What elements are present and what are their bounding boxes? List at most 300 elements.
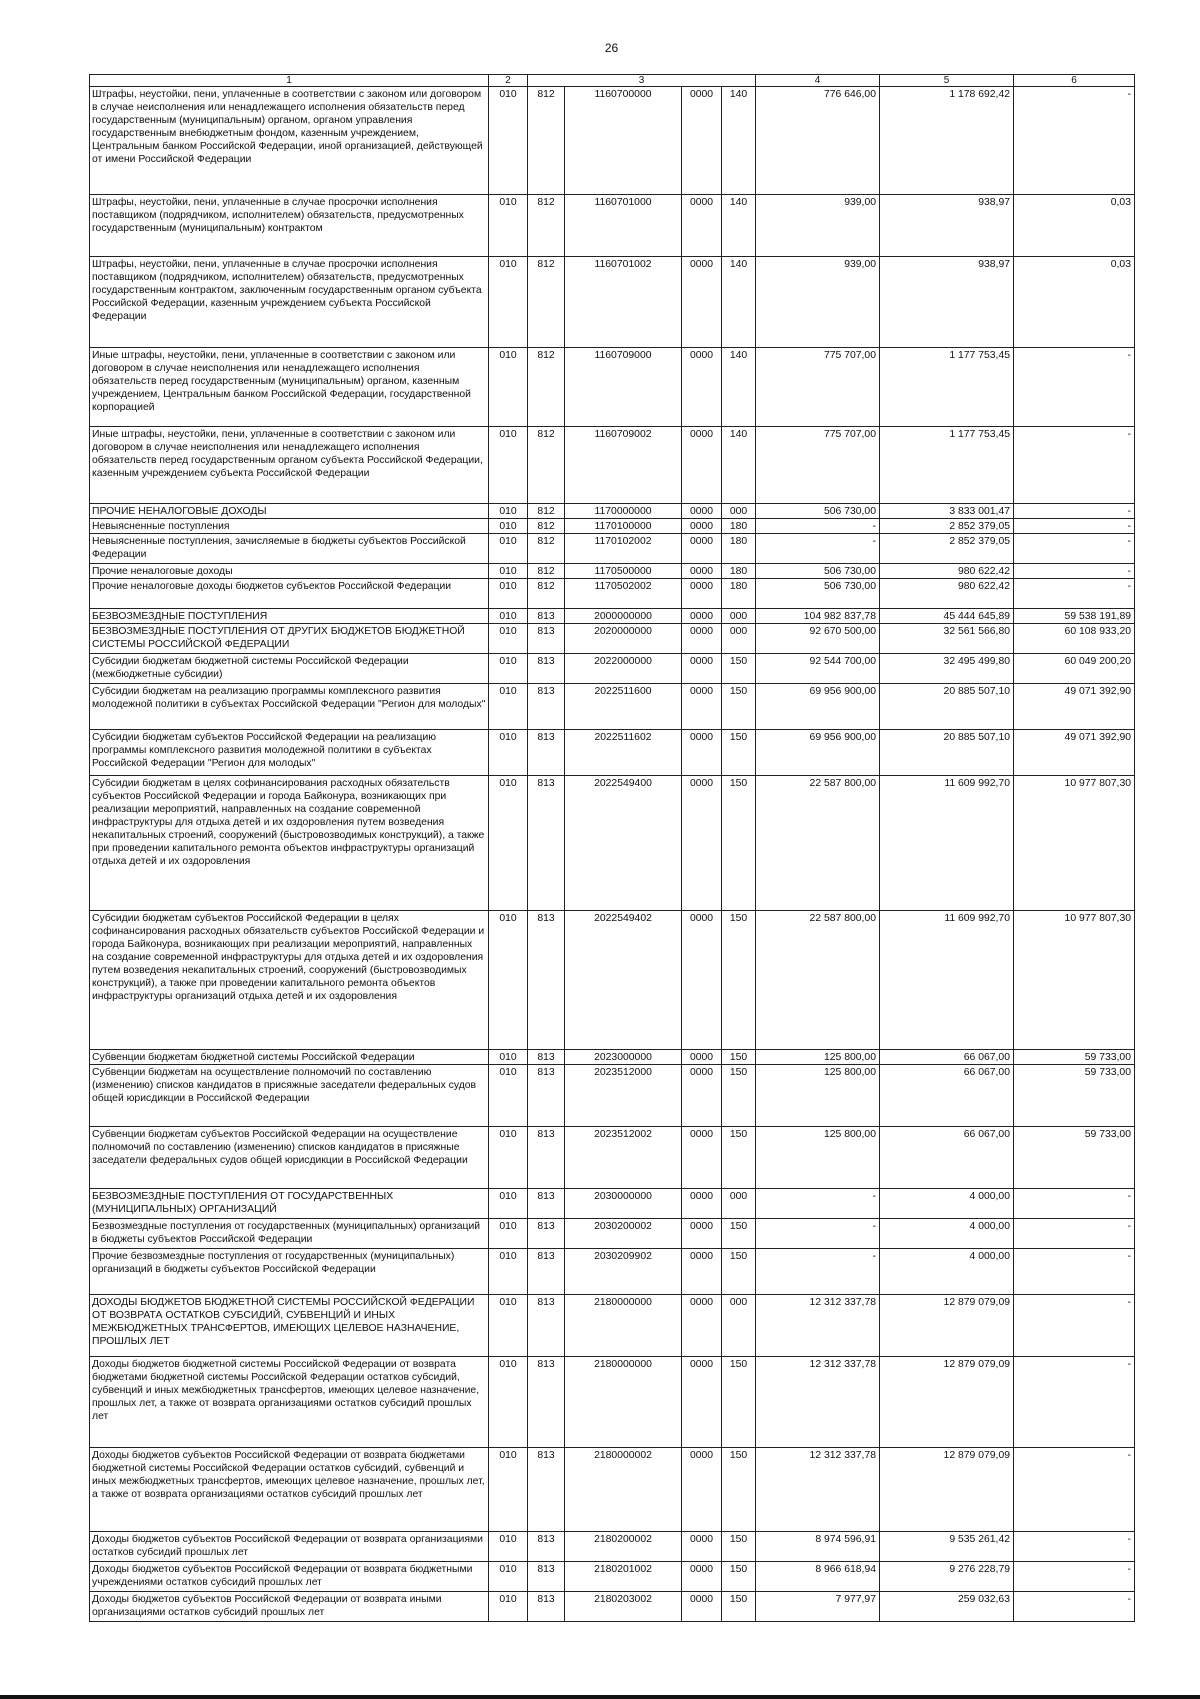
table-row [90,1592,1135,1622]
row-executed-cell: 11 609 992,70 [880,911,1014,1050]
row-program-code-cell: 0000 [682,195,722,257]
row-name-cell: Иные штрафы, неустойки, пени, уплаченные в соответствии с законом или договором в случае неисполнения или ненадлежащего исполнения обязательств перед государственным органом субъекта Российской Федерации, казенным учреждением субъекта Российской Федерации [90,427,489,504]
row-program-code-cell: 0000 [682,776,722,911]
row-admin-code-cell: 812 [528,519,565,534]
row-kosgu-cell: 150 [722,730,756,776]
row-kosgu-cell: 150 [722,1127,756,1189]
row-kosgu-cell: 140 [722,195,756,257]
table-row [90,1127,1135,1189]
row-admin-code-cell: 813 [528,911,565,1050]
row-executed-cell: 32 561 566,80 [880,624,1014,654]
table-row [90,257,1135,348]
row-line-code-cell: 010 [489,534,528,564]
row-plan-cell: 775 707,00 [756,427,880,504]
row-admin-code-cell: 813 [528,1295,565,1357]
row-kosgu-cell: 150 [722,1562,756,1592]
row-admin-code-cell: 812 [528,348,565,427]
row-remainder-cell: - [1014,504,1135,519]
table-row [90,776,1135,911]
row-remainder-cell: 49 071 392,90 [1014,730,1135,776]
row-plan-cell: 12 312 337,78 [756,1357,880,1448]
row-name-cell: Штрафы, неустойки, пени, уплаченные в соответствии с законом или договором в случае неисполнения или ненадлежащего исполнения обязательств перед государственным (муниципальным) органом, органом управления государственным внебюджетным фондом, казенным учреждением, Центральным банком Российской Федерации, иной организацией, действующей от имени Российской Федерации [90,87,489,195]
row-name-cell: Субсидии бюджетам субъектов Российской Федерации в целях софинансирования расходных обязательств субъектов Российской Федерации и города Байконура, возникающих при реализации мероприятий, направленных на создание современной инфраструктуры для отдыха детей и их оздоровления путем возведения некапитальных строений, сооружений (быстровозводимых конструкций), а также при проведении капитального ремонта объектов инфраструктуры организаций отдыха детей и их оздоровления [90,911,489,1050]
row-line-code-cell: 010 [489,564,528,579]
row-admin-code-cell: 813 [528,1189,565,1219]
table-row [90,519,1135,534]
row-plan-cell: 506 730,00 [756,504,880,519]
row-name-cell: Доходы бюджетов субъектов Российской Федерации от возврата бюджетными учреждениями остатков субсидий прошлых лет [90,1562,489,1592]
page-number: 26 [604,41,619,55]
row-kbk-cell: 2023512002 [565,1127,682,1189]
row-executed-cell: 1 177 753,45 [880,348,1014,427]
row-name-cell: Прочие безвозмездные поступления от государственных (муниципальных) организаций в бюджеты субъектов Российской Федерации [90,1249,489,1295]
row-program-code-cell: 0000 [682,519,722,534]
row-executed-cell: 66 067,00 [880,1127,1014,1189]
row-line-code-cell: 010 [489,257,528,348]
row-name-cell: Невыясненные поступления [90,519,489,534]
row-admin-code-cell: 812 [528,427,565,504]
row-kosgu-cell: 000 [722,1295,756,1357]
row-kosgu-cell: 150 [722,1592,756,1622]
table-row [90,579,1135,609]
row-line-code-cell: 010 [489,1532,528,1562]
row-name-cell: Штрафы, неустойки, пени, уплаченные в случае просрочки исполнения поставщиком (подрядчиком, исполнителем) обязательств, предусмотренных государственным контрактом, заключенным государственным органом субъекта Российской Федерации, казенным учреждением субъекта Российской Федерации [90,257,489,348]
row-admin-code-cell: 813 [528,1065,565,1127]
row-name-cell: БЕЗВОЗМЕЗДНЫЕ ПОСТУПЛЕНИЯ ОТ ДРУГИХ БЮДЖЕТОВ БЮДЖЕТНОЙ СИСТЕМЫ РОССИЙСКОЙ ФЕДЕРАЦИИ [90,624,489,654]
row-executed-cell: 9 276 228,79 [880,1562,1014,1592]
row-executed-cell: 4 000,00 [880,1249,1014,1295]
table-row [90,654,1135,684]
page-bottom-border [0,1695,1200,1699]
row-plan-cell: 125 800,00 [756,1065,880,1127]
row-program-code-cell: 0000 [682,427,722,504]
row-kosgu-cell: 000 [722,1189,756,1219]
row-kosgu-cell: 150 [722,1448,756,1532]
row-executed-cell: 66 067,00 [880,1050,1014,1065]
header-row [90,75,1135,87]
row-admin-code-cell: 813 [528,1532,565,1562]
row-line-code-cell: 010 [489,1219,528,1249]
table-row [90,1219,1135,1249]
row-remainder-cell: 10 977 807,30 [1014,776,1135,911]
row-remainder-cell: 59 733,00 [1014,1065,1135,1127]
row-name-cell: Иные штрафы, неустойки, пени, уплаченные в соответствии с законом или договором в случае неисполнения или ненадлежащего исполнения обязательств перед государственным (муниципальным) органом, казенным учреждением, Центральным банком Российской Федерации, государственной корпорацией [90,348,489,427]
table-row [90,609,1135,624]
row-executed-cell: 12 879 079,09 [880,1357,1014,1448]
row-admin-code-cell: 812 [528,504,565,519]
row-kbk-cell: 2023000000 [565,1050,682,1065]
row-executed-cell: 938,97 [880,195,1014,257]
row-kosgu-cell: 000 [722,504,756,519]
row-kbk-cell: 1170500000 [565,564,682,579]
row-executed-cell: 9 535 261,42 [880,1532,1014,1562]
row-name-cell: Субсидии бюджетам бюджетной системы Российской Федерации (межбюджетные субсидии) [90,654,489,684]
budget-table [89,74,1135,1622]
row-name-cell: Субвенции бюджетам бюджетной системы Российской Федерации [90,1050,489,1065]
row-kosgu-cell: 150 [722,1050,756,1065]
row-kosgu-cell: 150 [722,1219,756,1249]
row-kosgu-cell: 000 [722,609,756,624]
row-admin-code-cell: 813 [528,1219,565,1249]
row-kosgu-cell: 150 [722,684,756,730]
header-col-1: 1 [90,75,489,87]
row-kosgu-cell: 150 [722,1065,756,1127]
row-remainder-cell: - [1014,579,1135,609]
row-kbk-cell: 2030000000 [565,1189,682,1219]
table-row [90,1295,1135,1357]
row-executed-cell: 2 852 379,05 [880,519,1014,534]
row-remainder-cell: - [1014,534,1135,564]
row-name-cell: Безвозмездные поступления от государственных (муниципальных) организаций в бюджеты субъектов Российской Федерации [90,1219,489,1249]
row-program-code-cell: 0000 [682,1065,722,1127]
row-admin-code-cell: 813 [528,776,565,911]
row-name-cell: Доходы бюджетов субъектов Российской Федерации от возврата иными организациями остатков субсидий прошлых лет [90,1592,489,1622]
row-kbk-cell: 1160700000 [565,87,682,195]
row-admin-code-cell: 813 [528,609,565,624]
row-kbk-cell: 1160701000 [565,195,682,257]
row-remainder-cell: 59 733,00 [1014,1050,1135,1065]
row-name-cell: Доходы бюджетов бюджетной системы Российской Федерации от возврата бюджетами бюджетной системы Российской Федерации остатков субсидий, субвенций и иных межбюджетных трансфертов, имеющих целевое назначение, прошлых лет, а также от возврата организациями остатков субсидий прошлых лет [90,1357,489,1448]
row-kosgu-cell: 150 [722,1532,756,1562]
row-executed-cell: 20 885 507,10 [880,684,1014,730]
row-admin-code-cell: 813 [528,1448,565,1532]
row-program-code-cell: 0000 [682,534,722,564]
row-plan-cell: 939,00 [756,257,880,348]
row-executed-cell: 1 177 753,45 [880,427,1014,504]
row-kosgu-cell: 140 [722,427,756,504]
row-plan-cell: 775 707,00 [756,348,880,427]
table-row [90,1050,1135,1065]
row-line-code-cell: 010 [489,1249,528,1295]
row-name-cell: ДОХОДЫ БЮДЖЕТОВ БЮДЖЕТНОЙ СИСТЕМЫ РОССИЙСКОЙ ФЕДЕРАЦИИ ОТ ВОЗВРАТА ОСТАТКОВ СУБСИДИЙ, СУБВЕНЦИЙ И ИНЫХ МЕЖБЮДЖЕТНЫХ ТРАНСФЕРТОВ, ИМЕЮЩИХ ЦЕЛЕВОЕ НАЗНАЧЕНИЕ, ПРОШЛЫХ ЛЕТ [90,1295,489,1357]
row-line-code-cell: 010 [489,427,528,504]
row-plan-cell: - [756,534,880,564]
row-name-cell: Субсидии бюджетам в целях софинансирования расходных обязательств субъектов Российской Федерации и города Байконура, возникающих при реализации мероприятий, направленных на создание современной инфраструктуры для отдыха детей и их оздоровления путем возведения некапитальных строений, сооружений (быстровозводимых конструкций), а также при проведении капитального ремонта объектов инфраструктуры организаций отдыха детей и их оздоровления [90,776,489,911]
row-program-code-cell: 0000 [682,87,722,195]
row-line-code-cell: 010 [489,1357,528,1448]
table-row [90,1357,1135,1448]
row-remainder-cell: 59 733,00 [1014,1127,1135,1189]
table-row [90,1065,1135,1127]
row-kosgu-cell: 180 [722,534,756,564]
row-name-cell: БЕЗВОЗМЕЗДНЫЕ ПОСТУПЛЕНИЯ ОТ ГОСУДАРСТВЕННЫХ (МУНИЦИПАЛЬНЫХ) ОРГАНИЗАЦИЙ [90,1189,489,1219]
row-kbk-cell: 2022549400 [565,776,682,911]
row-line-code-cell: 010 [489,504,528,519]
row-executed-cell: 980 622,42 [880,579,1014,609]
row-remainder-cell: 10 977 807,30 [1014,911,1135,1050]
row-line-code-cell: 010 [489,1050,528,1065]
row-executed-cell: 938,97 [880,257,1014,348]
row-line-code-cell: 010 [489,624,528,654]
row-program-code-cell: 0000 [682,348,722,427]
row-name-cell: ПРОЧИЕ НЕНАЛОГОВЫЕ ДОХОДЫ [90,504,489,519]
row-executed-cell: 1 178 692,42 [880,87,1014,195]
row-kbk-cell: 2180203002 [565,1592,682,1622]
row-admin-code-cell: 812 [528,195,565,257]
row-line-code-cell: 010 [489,1592,528,1622]
row-kbk-cell: 2022511600 [565,684,682,730]
row-executed-cell: 66 067,00 [880,1065,1014,1127]
row-plan-cell: 125 800,00 [756,1127,880,1189]
table-row [90,1562,1135,1592]
table-row [90,195,1135,257]
row-executed-cell: 980 622,42 [880,564,1014,579]
header-col-4: 4 [756,75,880,87]
row-remainder-cell: 49 071 392,90 [1014,684,1135,730]
row-kbk-cell: 2023512000 [565,1065,682,1127]
row-executed-cell: 4 000,00 [880,1219,1014,1249]
row-line-code-cell: 010 [489,87,528,195]
row-remainder-cell: - [1014,1448,1135,1532]
row-plan-cell: 104 982 837,78 [756,609,880,624]
row-plan-cell: 776 646,00 [756,87,880,195]
row-remainder-cell: - [1014,1562,1135,1592]
row-name-cell: Доходы бюджетов субъектов Российской Федерации от возврата организациями остатков субсидий прошлых лет [90,1532,489,1562]
row-plan-cell: 22 587 800,00 [756,911,880,1050]
row-admin-code-cell: 812 [528,564,565,579]
header-col-6: 6 [1014,75,1135,87]
row-kosgu-cell: 150 [722,776,756,911]
row-program-code-cell: 0000 [682,1050,722,1065]
row-program-code-cell: 0000 [682,1357,722,1448]
row-line-code-cell: 010 [489,1065,528,1127]
row-remainder-cell: 60 108 933,20 [1014,624,1135,654]
row-kosgu-cell: 150 [722,654,756,684]
row-plan-cell: 69 956 900,00 [756,730,880,776]
row-executed-cell: 12 879 079,09 [880,1448,1014,1532]
row-remainder-cell: - [1014,1532,1135,1562]
row-kbk-cell: 2030209902 [565,1249,682,1295]
row-line-code-cell: 010 [489,579,528,609]
row-remainder-cell: - [1014,519,1135,534]
row-kbk-cell: 1160709000 [565,348,682,427]
row-kosgu-cell: 150 [722,911,756,1050]
row-name-cell: Субвенции бюджетам субъектов Российской Федерации на осуществление полномочий по составлению (изменению) списков кандидатов в присяжные заседатели федеральных судов общей юрисдикции в Российской Федерации [90,1127,489,1189]
row-remainder-cell: - [1014,348,1135,427]
row-plan-cell: - [756,519,880,534]
table-row [90,348,1135,427]
row-plan-cell: 8 966 618,94 [756,1562,880,1592]
row-plan-cell: 69 956 900,00 [756,684,880,730]
row-program-code-cell: 0000 [682,1592,722,1622]
row-kbk-cell: 2180000000 [565,1357,682,1448]
table-row [90,684,1135,730]
row-program-code-cell: 0000 [682,1249,722,1295]
row-admin-code-cell: 812 [528,257,565,348]
row-program-code-cell: 0000 [682,579,722,609]
row-name-cell: Субвенции бюджетам на осуществление полномочий по составлению (изменению) списков кандидатов в присяжные заседатели федеральных судов общей юрисдикции в Российской Федерации [90,1065,489,1127]
row-admin-code-cell: 813 [528,1562,565,1592]
row-kbk-cell: 2180200002 [565,1532,682,1562]
row-line-code-cell: 010 [489,776,528,911]
row-kbk-cell: 2030200002 [565,1219,682,1249]
row-program-code-cell: 0000 [682,1127,722,1189]
row-kbk-cell: 1170102002 [565,534,682,564]
row-kbk-cell: 2180201002 [565,1562,682,1592]
row-remainder-cell: - [1014,1357,1135,1448]
row-program-code-cell: 0000 [682,911,722,1050]
row-plan-cell: 939,00 [756,195,880,257]
row-remainder-cell: 60 049 200,20 [1014,654,1135,684]
row-line-code-cell: 010 [489,1295,528,1357]
row-plan-cell: 22 587 800,00 [756,776,880,911]
header-col-2: 2 [489,75,528,87]
row-line-code-cell: 010 [489,609,528,624]
row-remainder-cell: - [1014,87,1135,195]
table-row [90,624,1135,654]
row-admin-code-cell: 813 [528,1592,565,1622]
row-admin-code-cell: 812 [528,579,565,609]
table-row [90,1189,1135,1219]
row-name-cell: Доходы бюджетов субъектов Российской Федерации от возврата бюджетами бюджетной системы Российской Федерации остатков субсидий, субвенций и иных межбюджетных трансфертов, имеющих целевое назначение, прошлых лет, а также от возврата организациями остатков субсидий прошлых лет [90,1448,489,1532]
row-plan-cell: 506 730,00 [756,579,880,609]
row-kbk-cell: 2180000002 [565,1448,682,1532]
row-remainder-cell: - [1014,1219,1135,1249]
row-program-code-cell: 0000 [682,1219,722,1249]
row-admin-code-cell: 813 [528,684,565,730]
row-admin-code-cell: 813 [528,1127,565,1189]
row-admin-code-cell: 813 [528,654,565,684]
row-plan-cell: 125 800,00 [756,1050,880,1065]
row-admin-code-cell: 813 [528,1357,565,1448]
row-name-cell: Невыясненные поступления, зачисляемые в бюджеты субъектов Российской Федерации [90,534,489,564]
row-kosgu-cell: 140 [722,257,756,348]
row-executed-cell: 12 879 079,09 [880,1295,1014,1357]
row-line-code-cell: 010 [489,1448,528,1532]
row-line-code-cell: 010 [489,195,528,257]
row-program-code-cell: 0000 [682,257,722,348]
table-row [90,730,1135,776]
row-kosgu-cell: 180 [722,564,756,579]
row-executed-cell: 4 000,00 [880,1189,1014,1219]
table-row [90,1249,1135,1295]
table-row [90,534,1135,564]
row-plan-cell: - [756,1249,880,1295]
row-plan-cell: 506 730,00 [756,564,880,579]
row-program-code-cell: 0000 [682,609,722,624]
row-line-code-cell: 010 [489,1562,528,1592]
row-line-code-cell: 010 [489,348,528,427]
row-program-code-cell: 0000 [682,1448,722,1532]
row-name-cell: Прочие неналоговые доходы бюджетов субъектов Российской Федерации [90,579,489,609]
row-kosgu-cell: 150 [722,1357,756,1448]
row-kbk-cell: 1160709002 [565,427,682,504]
header-col-5: 5 [880,75,1014,87]
row-admin-code-cell: 813 [528,1249,565,1295]
row-kbk-cell: 2022511602 [565,730,682,776]
row-executed-cell: 11 609 992,70 [880,776,1014,911]
row-program-code-cell: 0000 [682,624,722,654]
row-admin-code-cell: 812 [528,87,565,195]
row-kbk-cell: 2022000000 [565,654,682,684]
table-row [90,1532,1135,1562]
row-program-code-cell: 0000 [682,564,722,579]
row-name-cell: БЕЗВОЗМЕЗДНЫЕ ПОСТУПЛЕНИЯ [90,609,489,624]
row-program-code-cell: 0000 [682,654,722,684]
row-line-code-cell: 010 [489,684,528,730]
row-kosgu-cell: 180 [722,519,756,534]
row-executed-cell: 20 885 507,10 [880,730,1014,776]
table-body [90,87,1135,1622]
row-kbk-cell: 1160701002 [565,257,682,348]
row-admin-code-cell: 812 [528,534,565,564]
row-line-code-cell: 010 [489,911,528,1050]
row-line-code-cell: 010 [489,519,528,534]
row-line-code-cell: 010 [489,1189,528,1219]
row-kbk-cell: 2020000000 [565,624,682,654]
row-plan-cell: 92 544 700,00 [756,654,880,684]
table-row [90,427,1135,504]
row-plan-cell: - [756,1219,880,1249]
row-line-code-cell: 010 [489,730,528,776]
row-remainder-cell: - [1014,427,1135,504]
row-kbk-cell: 2180000000 [565,1295,682,1357]
row-program-code-cell: 0000 [682,684,722,730]
row-remainder-cell: - [1014,1592,1135,1622]
row-plan-cell: 12 312 337,78 [756,1448,880,1532]
header-col-3: 3 [528,75,756,87]
row-remainder-cell: - [1014,1295,1135,1357]
table-row [90,87,1135,195]
row-kbk-cell: 2022549402 [565,911,682,1050]
row-executed-cell: 45 444 645,89 [880,609,1014,624]
row-program-code-cell: 0000 [682,1562,722,1592]
row-kbk-cell: 1170000000 [565,504,682,519]
row-name-cell: Прочие неналоговые доходы [90,564,489,579]
row-line-code-cell: 010 [489,654,528,684]
table-row [90,911,1135,1050]
row-admin-code-cell: 813 [528,1050,565,1065]
row-program-code-cell: 0000 [682,504,722,519]
row-remainder-cell: - [1014,564,1135,579]
row-executed-cell: 32 495 499,80 [880,654,1014,684]
row-program-code-cell: 0000 [682,1295,722,1357]
row-executed-cell: 2 852 379,05 [880,534,1014,564]
row-remainder-cell: 59 538 191,89 [1014,609,1135,624]
row-admin-code-cell: 813 [528,730,565,776]
row-line-code-cell: 010 [489,1127,528,1189]
row-kosgu-cell: 150 [722,1249,756,1295]
row-plan-cell: - [756,1189,880,1219]
row-kosgu-cell: 140 [722,87,756,195]
row-name-cell: Субсидии бюджетам на реализацию программы комплексного развития молодежной политики в субъектах Российской Федерации "Регион для молодых" [90,684,489,730]
row-plan-cell: 8 974 596,91 [756,1532,880,1562]
row-plan-cell: 7 977,97 [756,1592,880,1622]
row-kbk-cell: 1170502002 [565,579,682,609]
row-plan-cell: 12 312 337,78 [756,1295,880,1357]
row-plan-cell: 92 670 500,00 [756,624,880,654]
row-name-cell: Субсидии бюджетам субъектов Российской Федерации на реализацию программы комплексного развития молодежной политики в субъектах Российской Федерации "Регион для молодых" [90,730,489,776]
row-name-cell: Штрафы, неустойки, пени, уплаченные в случае просрочки исполнения поставщиком (подрядчиком, исполнителем) обязательств, предусмотренных государственным (муниципальным) контрактом [90,195,489,257]
row-executed-cell: 3 833 001,47 [880,504,1014,519]
row-program-code-cell: 0000 [682,1532,722,1562]
row-program-code-cell: 0000 [682,730,722,776]
row-remainder-cell: 0,03 [1014,257,1135,348]
table-row [90,1448,1135,1532]
row-kosgu-cell: 140 [722,348,756,427]
row-program-code-cell: 0000 [682,1189,722,1219]
row-kbk-cell: 2000000000 [565,609,682,624]
row-remainder-cell: - [1014,1189,1135,1219]
row-admin-code-cell: 813 [528,624,565,654]
row-remainder-cell: 0,03 [1014,195,1135,257]
table-row [90,504,1135,519]
row-executed-cell: 259 032,63 [880,1592,1014,1622]
table-row [90,564,1135,579]
row-kosgu-cell: 180 [722,579,756,609]
row-kbk-cell: 1170100000 [565,519,682,534]
row-kosgu-cell: 000 [722,624,756,654]
